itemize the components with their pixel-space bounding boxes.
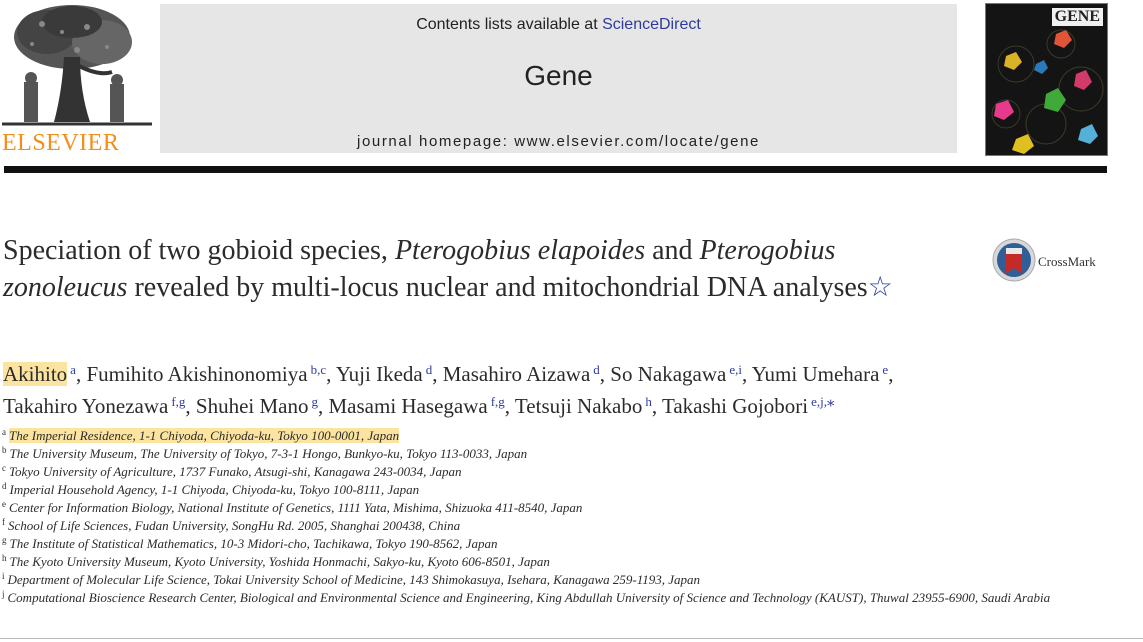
affiliation-key: h [2, 553, 7, 563]
crossmark-icon[interactable] [992, 238, 1036, 282]
affiliation-key: f [2, 517, 5, 527]
affiliation-key: c [2, 463, 6, 473]
bottom-rule [0, 638, 1143, 639]
tree-emblem-icon [2, 2, 152, 132]
author-name[interactable]: Takahiro Yonezawa [3, 394, 169, 418]
author-name[interactable]: Masahiro Aizawa [442, 362, 591, 386]
author-name[interactable]: Akihito [3, 362, 68, 386]
author-affiliation-ref[interactable]: a [70, 362, 76, 377]
author-name[interactable]: Yumi Umehara [751, 362, 880, 386]
species-name: Pterogobius elapoides [394, 235, 646, 266]
affiliation-text: Center for Information Biology, National Institute of Genetics, 1111 Yata, Mishima, Shizuoka 411-8540, Japan [9, 500, 583, 515]
affiliation-text: Computational Bioscience Research Center, Biological and Environmental Science and Engineering, King Abdullah University of Science and Technology (KAUST), Thuwal 23955-6900, Saudi Arabia [7, 590, 1051, 605]
title-part: Speciation of two gobioid species, [3, 235, 395, 266]
affiliation-key: e [2, 499, 6, 509]
affiliation-item [2, 535, 1122, 553]
contents-prefix: Contents lists available at [416, 16, 603, 33]
affiliation-text: Department of Molecular Life Science, Tokai University School of Medicine, 143 Shimokasuya, Isehara, Kanagawa 259-1193, Japan [7, 572, 701, 587]
title-footnote-star[interactable]: ☆ [867, 272, 893, 303]
header-rule [4, 166, 1107, 173]
author-affiliation-ref[interactable]: d [593, 362, 600, 377]
crossmark-label[interactable]: CrossMark [1038, 254, 1096, 269]
author-name[interactable]: Shuhei Mano [195, 394, 309, 418]
article-title [3, 232, 963, 306]
affiliation-item [2, 571, 1122, 589]
author-affiliation-ref[interactable]: e,j, [811, 394, 827, 409]
species-name: Pterogobius zonoleucus [3, 235, 836, 303]
cover-title: GENE [1052, 8, 1103, 26]
author-name[interactable]: Masami Hasegawa [328, 394, 488, 418]
affiliation-text: Imperial Household Agency, 1-1 Chiyoda, Chiyoda-ku, Tokyo 100-8111, Japan [9, 482, 420, 497]
affiliation-key: d [2, 481, 7, 491]
author-affiliation-ref[interactable]: f,g [490, 394, 505, 409]
elsevier-wordmark[interactable]: ELSEVIER [2, 130, 120, 156]
author-name[interactable]: Fumihito Akishinonomiya [86, 362, 308, 386]
affiliation-text: The Kyoto University Museum, Kyoto University, Yoshida Honmachi, Sakyo-ku, Kyoto 606-8501, Japan [9, 554, 550, 569]
sciencedirect-link[interactable]: ScienceDirect [602, 16, 701, 33]
author-affiliation-ref[interactable]: e,i [729, 362, 742, 377]
affiliation-item [2, 427, 1122, 445]
affiliation-key: b [2, 445, 7, 455]
title-part: revealed by multi-locus nuclear and mitochondrial DNA analyses [127, 272, 868, 303]
affiliation-text: Tokyo University of Agriculture, 1737 Funako, Atsugi-shi, Kanagawa 243-0034, Japan [9, 464, 462, 479]
title-part: and [645, 235, 700, 266]
journal-name[interactable]: Gene [524, 60, 593, 91]
author-affiliation-ref[interactable]: e [882, 362, 889, 377]
corresponding-author-mark[interactable]: ⁎ [826, 394, 835, 410]
author-affiliation-ref[interactable]: h [645, 394, 652, 409]
journal-cover[interactable] [985, 3, 1108, 156]
affiliation-item [2, 499, 1122, 517]
author-affiliation-ref[interactable]: b,c [310, 362, 327, 377]
affiliation-list [2, 427, 1122, 607]
author-name[interactable]: Tetsuji Nakabo [514, 394, 643, 418]
contents-line [160, 16, 957, 34]
affiliation-key: a [2, 427, 6, 437]
author-affiliation-ref[interactable]: g [311, 394, 318, 409]
affiliation-item [2, 517, 1122, 535]
author-affiliation-ref[interactable]: f,g [171, 394, 186, 409]
affiliation-text: The University Museum, The University of Tokyo, 7-3-1 Hongo, Bunkyo-ku, Tokyo 113-0033, Japan [9, 446, 528, 461]
journal-banner [160, 4, 957, 153]
journal-homepage[interactable]: journal homepage: www.elsevier.com/locate/gene [357, 133, 760, 150]
cover-art-icon [986, 4, 1107, 155]
affiliation-item [2, 463, 1122, 481]
affiliation-text: School of Life Sciences, Fudan University, SongHu Rd. 2005, Shanghai 200438, China [8, 518, 461, 533]
affiliation-item [2, 589, 1122, 607]
author-list: Akihito $^a$, Fumihito Akishinonomiya $^{b,c}$, Yuji Ikeda $^d$, Masahiro Aizawa $^d$, So Nakagawa $^{e,i}$, Yumi Umehara $^e$, Takahiro Yonezawa $^{f,g}$, Shuhei Mano $^g$, Masami Hasegawa $^{f,g}$, Tetsuji Nakabo $^h$, Takashi Gojobori $^{e,j,⁎}$ [3, 362, 894, 418]
affiliation-key: i [2, 571, 5, 581]
author-name[interactable]: So Nakagawa [610, 362, 727, 386]
author-affiliation-ref[interactable]: d [425, 362, 433, 377]
author-name[interactable]: Takashi Gojobori [661, 394, 809, 418]
author-name[interactable]: Yuji Ikeda [335, 362, 423, 386]
affiliation-text: The Imperial Residence, 1-1 Chiyoda, Chiyoda-ku, Tokyo 100-0001, Japan [9, 428, 400, 443]
affiliation-item [2, 553, 1122, 571]
affiliation-key: g [2, 535, 7, 545]
affiliation-item [2, 481, 1122, 499]
affiliation-key: j [2, 589, 5, 599]
affiliation-item [2, 445, 1122, 463]
affiliation-text: The Institute of Statistical Mathematics, 10-3 Midori-cho, Tachikawa, Tokyo 190-8562, Japan [9, 536, 498, 551]
